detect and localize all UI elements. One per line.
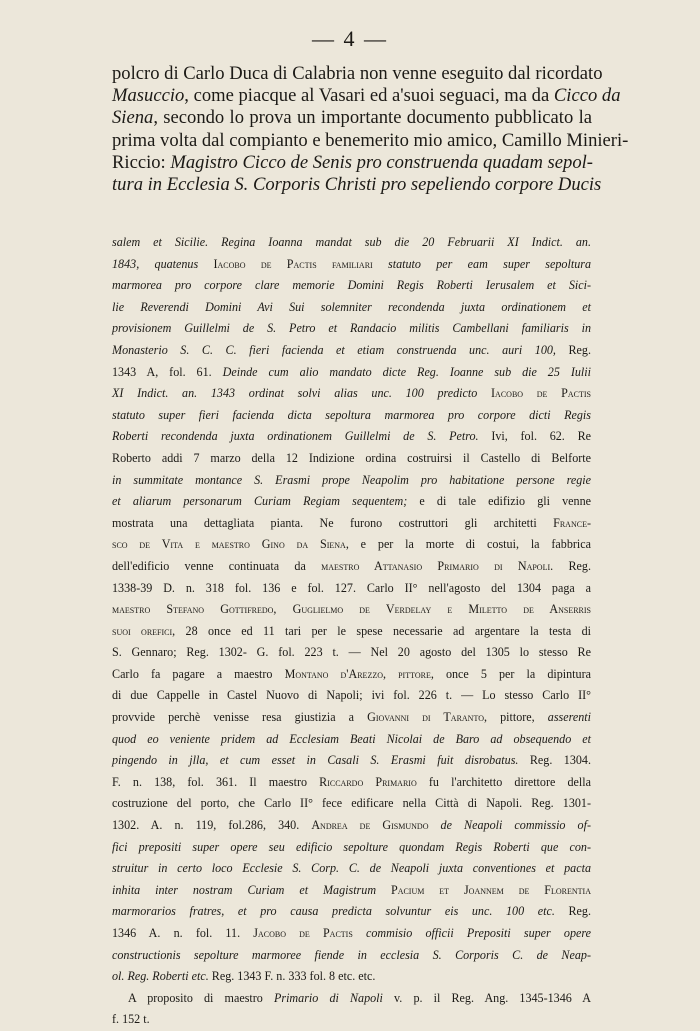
footnote-line: Monasterio S. C. C. fieri facienda et etiam construenda unc. auri 100, Reg. [112, 342, 591, 357]
footnote-line: Carlo fa pagare a maestro Montano d'Arezzo, pittore, once 5 per la dipintura [112, 666, 591, 681]
text-line: Siena, secondo lo prova un importante documento pubblicato la [112, 107, 592, 129]
footnote-line: salem et Sicilie. Regina Ioanna mandat sub die 20 Februarii XI Indict. an. [112, 235, 591, 249]
footnote-line: marmorea pro corpore clare memorie Domini Regis Roberti Ierusalem et Sici- [112, 278, 591, 293]
text-line: tura in Ecclesia S. Corporis Christi pro sepeliendo corpore Ducis [112, 173, 602, 195]
footnote-line: inhita inter nostram Curiam et Magistrum Pacium et Joannem de Florentia [112, 882, 591, 897]
footnote-line: ol. Reg. Roberti etc. Reg. 1343 F. n. 333 fol. 8 etc. etc. [112, 969, 376, 984]
footnote-line: provvide perchè venisse resa giustizia a Giovanni di Taranto, pittore, asserenti [112, 710, 591, 725]
footnote-line: XI Indict. an. 1343 ordinat solvi alias unc. 100 predicto Iacobo de Pactis [112, 386, 591, 401]
text-line: prima volta dal compianto e benemerito mio amico, Camillo Minieri- [112, 129, 629, 151]
footnote-line: A proposito di maestro Primario di Napoli v. p. il Reg. Ang. 1345-1346 A [128, 990, 592, 1005]
footnote-line: 1346 A. n. fol. 11. Jacobo de Pactis commisio officii Prepositi super opere [112, 926, 592, 940]
footnote-line: in summitate montance S. Erasmi prope Neapolim pro habitatione persone regie [112, 472, 591, 487]
page-number: — 4 — [312, 26, 388, 51]
footnote-line: f. 152 t. [112, 1012, 150, 1027]
footnote-line: sco de Vita e maestro Gino da Siena, e per la morte di costui, la fabbrica [112, 537, 592, 552]
footnote-line: lie Reverendi Domini Avi Sui solemniter recondenda juxta ordinationem et [112, 299, 591, 314]
footnote-line: et aliarum personarum Curiam Regiam sequentem; e di tale edifizio gli venne [112, 494, 592, 509]
footnote-line: dell'edificio venne continuata da maestro Attanasio Primario di Napoli. Reg. [112, 558, 591, 573]
footnote-line: F. n. 138, fol. 361. Il maestro Riccardo Primario fu l'architetto direttore della [112, 774, 591, 789]
footnote-line: S. Gennaro; Reg. 1302- G. fol. 223 t. — Nel 20 agosto del 1305 lo stesso Re [112, 645, 591, 660]
footnote-line: mostrata una dettagliata pianta. Ne furono costruttori gli architetti France- [112, 515, 591, 530]
footnote-line: quod eo veniente pridem ad Ecclesiam Beati Nicolai de Baro ad obsequendo et [112, 731, 591, 746]
footnote-line: Roberti recondenda juxta ordinationem Guillelmi de S. Petro. Ivi, fol. 62. Re [112, 429, 592, 444]
footnote-line: suoi orefici, 28 once ed 11 tari per le spese necessarie ad argentare la testa di [112, 623, 591, 638]
text-line: Masuccio, come piacque al Vasari ed a'suoi seguaci, ma da Cicco da [112, 85, 621, 107]
footnote [112, 232, 591, 1031]
footnote-line: fici prepositi super opere seu edificio sepolture quondam Regis Roberti que con- [112, 839, 591, 854]
footnote-line: statuto super fieri facienda dicta sepoltura marmorea pro corpore dicti Regis [112, 407, 591, 422]
footnote-line: 1843, quatenus Iacobo de Pactis familiari statuto per eam super sepoltura [112, 256, 591, 271]
footnote-line: provisionem Guillelmi de S. Petro et Randacio militis Cambellani familiaris in [112, 321, 591, 336]
footnote-line: 1338-39 D. n. 318 fol. 136 e fol. 127. Carlo II° nell'agosto del 1304 paga a [112, 580, 591, 595]
footnote-line: maestro Stefano Gottifredo, Guglielmo de Verdelay e Miletto de Anserris [112, 602, 591, 617]
footnote-line: 1343 A, fol. 61. Deinde cum alio mandato dicte Reg. Ioanne sub die 25 Iulii [112, 364, 591, 379]
main-text [112, 63, 629, 196]
text-line: polcro di Carlo Duca di Calabria non venne eseguito dal ricordato [112, 63, 603, 84]
footnote-line: di due Cappelle in Castel Nuovo di Napoli; ivi fol. 226 t. — Lo stesso Carlo II° [112, 688, 591, 703]
footnote-line: struitur in certo loco Ecclesie S. Corp. C. de Neapoli juxta conventiones et pacta [112, 861, 591, 876]
footnote-line: 1302. A. n. 119, fol.286, 340. Andrea de Gismundo de Neapoli commissio of- [112, 818, 591, 833]
text-line: Riccio: Magistro Cicco de Senis pro construenda quadam sepol- [112, 151, 593, 173]
footnote-line: marmorarios fratres, et pro causa predicta solvuntur eis unc. 100 etc. Reg. [112, 904, 591, 919]
footnote-line: constructionis sepolture marmoree fiende in ecclesia S. Corporis C. de Neap- [112, 947, 591, 962]
footnote-line: pingendo in jlla, et cum esset in Casali S. Erasmi fuit disrobatus. Reg. 1304. [112, 753, 591, 768]
footnote-line: costruzione del porto, che Carlo II° fece edificare nella Città di Napoli. Reg. 1301- [112, 796, 591, 811]
footnote-line: Roberto addi 7 marzo della 12 Indizione ordina costruirsi il Castello di Belforte [112, 450, 591, 465]
